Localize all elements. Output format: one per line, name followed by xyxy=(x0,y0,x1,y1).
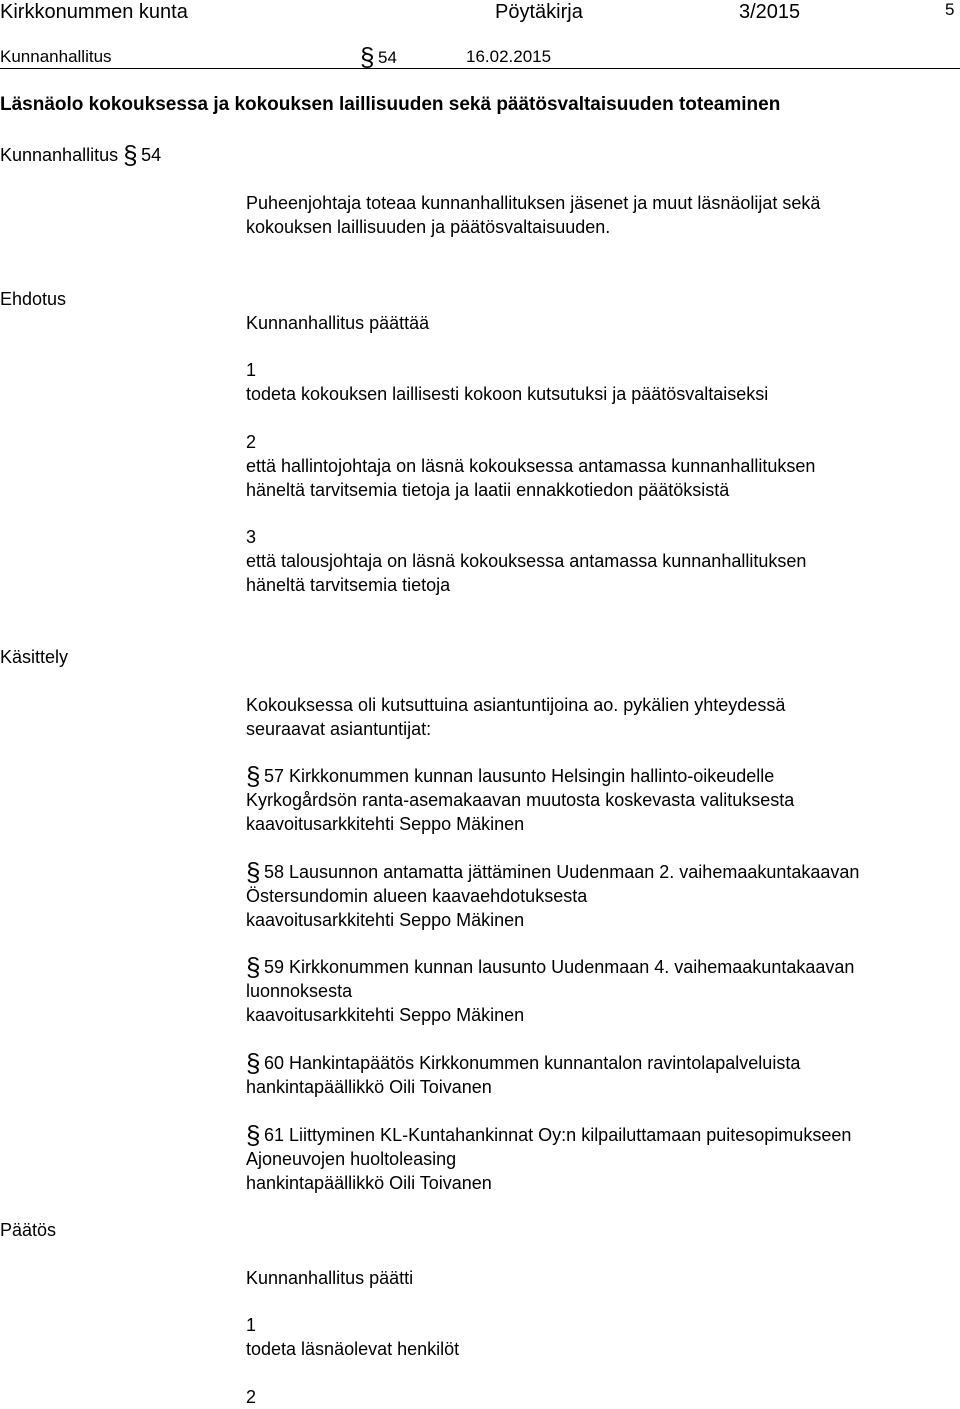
expert-entry-text: hankintapäällikkö Oili Toivanen xyxy=(246,1173,492,1193)
ehdotus-label: Ehdotus xyxy=(0,289,67,309)
header-divider xyxy=(0,68,960,69)
page-number: 5 xyxy=(945,0,955,19)
body-reference-number: 54 xyxy=(141,145,162,165)
expert-entry-text: hankintapäällikkö Oili Toivanen xyxy=(246,1077,492,1097)
intro-line: kokouksen laillisuuden ja päätösvaltaisuuden. xyxy=(246,217,611,237)
municipality-name: Kirkkonummen kunta xyxy=(0,1,188,23)
kasittely-intro-line: seuraavat asiantuntijat: xyxy=(246,719,432,739)
expert-entry-heading: § 57 Kirkkonummen kunnan lausunto Helsingin hallinto-oikeudelle xyxy=(246,761,775,791)
header-date: 16.02.2015 xyxy=(466,47,552,66)
ehdotus-item-text: todeta kokouksen laillisesti kokoon kutsutuksi ja päätösvaltaiseksi xyxy=(246,384,769,404)
ehdotus-item-text: häneltä tarvitsemia tietoja ja laatii ennakkotiedon päätöksistä xyxy=(246,480,730,500)
header-section xyxy=(360,42,397,72)
body-reference xyxy=(0,140,162,170)
ehdotus-item-number: 1 xyxy=(246,360,257,380)
header-section-number: 54 xyxy=(378,48,397,67)
paatos-item-text: todeta läsnäolevat henkilöt xyxy=(246,1339,460,1359)
section-sign-icon: § xyxy=(246,1048,261,1078)
section-sign-icon: § xyxy=(246,857,261,887)
ehdotus-item-text: että hallintojohtaja on läsnä kokouksessa antamassa kunnanhallituksen xyxy=(246,456,816,476)
expert-entry-heading: § 58 Lausunnon antamatta jättäminen Uudenmaan 2. vaihemaakuntakaavan xyxy=(246,857,860,887)
expert-entry-text: Östersundomin alueen kaavaehdotuksesta xyxy=(246,886,588,906)
section-sign-icon: § xyxy=(360,42,375,72)
section-sign-icon: § xyxy=(123,140,138,170)
intro-line: Puheenjohtaja toteaa kunnanhallituksen jäsenet ja muut läsnäolijat sekä xyxy=(246,193,821,213)
ehdotus-lead: Kunnanhallitus päättää xyxy=(246,313,430,333)
expert-entry-text: Kyrkogårdsön ranta-asemakaavan muutosta koskevasta valituksesta xyxy=(246,790,795,810)
kasittely-label: Käsittely xyxy=(0,647,69,667)
document-number: 3/2015 xyxy=(739,1,801,23)
expert-entry-text: kaavoitusarkkitehti Seppo Mäkinen xyxy=(246,1005,525,1025)
kasittely-intro-line: Kokouksessa oli kutsuttuina asiantuntijoina ao. pykälien yhteydessä xyxy=(246,695,786,715)
expert-entry-text: luonnoksesta xyxy=(246,981,353,1001)
expert-entry-text: kaavoitusarkkitehti Seppo Mäkinen xyxy=(246,814,525,834)
paatos-item-number: 1 xyxy=(246,1315,257,1335)
ehdotus-item-text: häneltä tarvitsemia tietoja xyxy=(246,575,451,595)
document-type: Pöytäkirja xyxy=(495,1,583,23)
ehdotus-item-text: että talousjohtaja on läsnä kokouksessa antamassa kunnanhallituksen xyxy=(246,551,807,571)
section-sign-icon: § xyxy=(246,1120,261,1150)
header-body-name: Kunnanhallitus xyxy=(0,47,112,66)
expert-entry-text: Ajoneuvojen huoltoleasing xyxy=(246,1149,457,1169)
section-sign-icon: § xyxy=(246,952,261,982)
paatos-lead: Kunnanhallitus päätti xyxy=(246,1268,414,1288)
ehdotus-item-number: 3 xyxy=(246,527,257,547)
body-reference-label: Kunnanhallitus xyxy=(0,145,119,165)
expert-entry-heading: § 59 Kirkkonummen kunnan lausunto Uudenmaan 4. vaihemaakuntakaavan xyxy=(246,952,855,982)
page-title: Läsnäolo kokouksessa ja kokouksen laillisuuden sekä päätösvaltaisuuden toteaminen xyxy=(0,94,781,115)
paatos-item-number: 2 xyxy=(246,1387,257,1407)
paatos-label: Päätös xyxy=(0,1220,57,1240)
expert-entry-heading: § 61 Liittyminen KL-Kuntahankinnat Oy:n kilpailuttamaan puitesopimukseen xyxy=(246,1120,852,1150)
ehdotus-item-number: 2 xyxy=(246,432,257,452)
expert-entry-text: kaavoitusarkkitehti Seppo Mäkinen xyxy=(246,910,525,930)
section-sign-icon: § xyxy=(246,761,261,791)
expert-entry-heading: § 60 Hankintapäätös Kirkkonummen kunnantalon ravintolapalveluista xyxy=(246,1048,801,1078)
